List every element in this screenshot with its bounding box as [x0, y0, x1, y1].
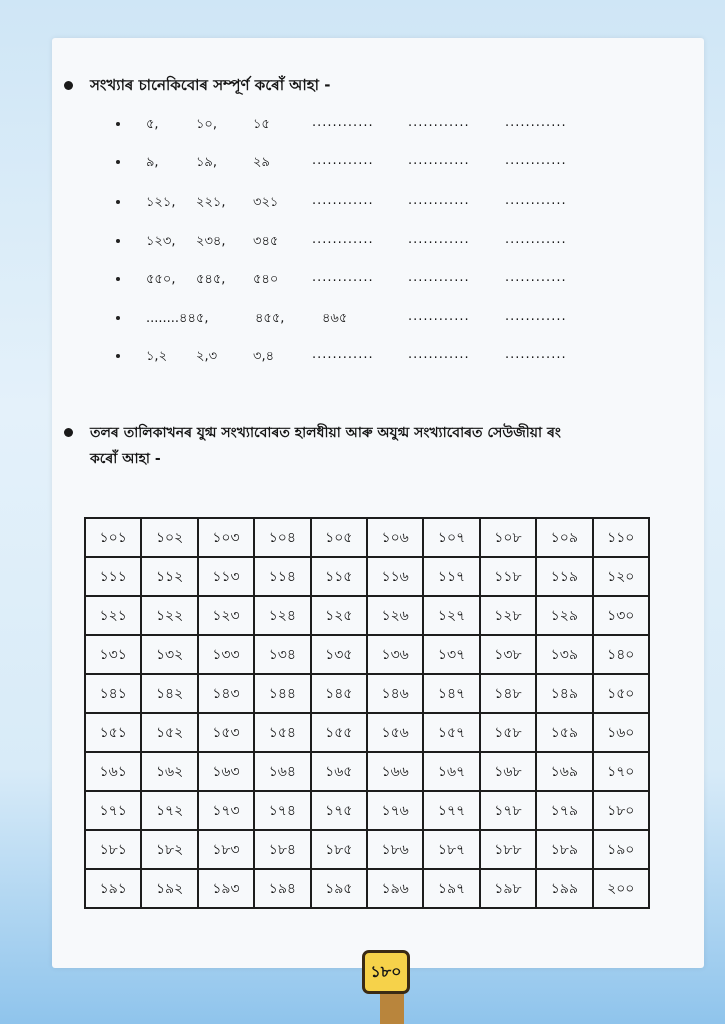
grid-cell[interactable]: ১২৩ — [198, 596, 254, 635]
sequence-term: ৪৬৫ — [322, 311, 348, 326]
sequence-term: ৫৪৫, — [196, 272, 226, 287]
grid-cell[interactable]: ১৮৮ — [480, 830, 536, 869]
sequence-row — [0, 191, 725, 215]
grid-cell[interactable]: ১৬৬ — [367, 752, 423, 791]
grid-cell[interactable]: ২০০ — [593, 869, 649, 908]
answer-blank[interactable]: ............ — [505, 270, 567, 285]
grid-row — [85, 518, 649, 557]
grid-row — [85, 596, 649, 635]
grid-cell[interactable]: ১৪১ — [85, 674, 141, 713]
sequence-term: ১২৩, — [146, 234, 176, 249]
row-bullet — [116, 200, 120, 204]
grid-cell[interactable]: ১৮১ — [85, 830, 141, 869]
sequence-term: ৩,৪ — [253, 349, 275, 364]
grid-cell[interactable]: ১২২ — [141, 596, 197, 635]
grid-cell[interactable]: ১২৪ — [254, 596, 310, 635]
sequence-term: ২৯ — [253, 155, 270, 170]
grid-cell[interactable]: ১০৩ — [198, 518, 254, 557]
answer-blank[interactable]: ............ — [408, 309, 470, 324]
grid-cell[interactable]: ১৯৩ — [198, 869, 254, 908]
grid-cell[interactable]: ১১৩ — [198, 557, 254, 596]
q1-bullet — [64, 81, 73, 90]
answer-blank[interactable]: ............ — [408, 193, 470, 208]
grid-cell[interactable]: ১৯৫ — [311, 869, 367, 908]
grid-cell[interactable]: ১৩৪ — [254, 635, 310, 674]
grid-cell[interactable]: ১৩১ — [85, 635, 141, 674]
grid-cell[interactable]: ১৩৩ — [198, 635, 254, 674]
grid-cell[interactable]: ১৫৩ — [198, 713, 254, 752]
grid-cell[interactable]: ১৭৭ — [423, 791, 479, 830]
answer-blank[interactable]: ............ — [408, 115, 470, 130]
sequence-term: ৩২১ — [253, 195, 279, 210]
sequence-term: ১২১, — [146, 195, 176, 210]
grid-cell[interactable]: ১৪৯ — [536, 674, 592, 713]
grid-cell[interactable]: ১১১ — [85, 557, 141, 596]
grid-row — [85, 830, 649, 869]
grid-cell[interactable]: ১১০ — [593, 518, 649, 557]
grid-cell[interactable]: ১৩৬ — [367, 635, 423, 674]
sequence-row — [0, 345, 725, 369]
grid-row — [85, 557, 649, 596]
row-bullet — [116, 239, 120, 243]
grid-cell[interactable]: ১০৬ — [367, 518, 423, 557]
grid-cell[interactable]: ১০৫ — [311, 518, 367, 557]
grid-cell[interactable]: ১৮২ — [141, 830, 197, 869]
grid-cell[interactable]: ১৭০ — [593, 752, 649, 791]
grid-cell[interactable]: ১২৮ — [480, 596, 536, 635]
grid-cell[interactable]: ১৪৬ — [367, 674, 423, 713]
grid-row — [85, 869, 649, 908]
grid-row — [85, 791, 649, 830]
grid-cell[interactable]: ১৯৮ — [480, 869, 536, 908]
sequence-term: ২২১, — [196, 195, 226, 210]
grid-cell[interactable]: ১০৯ — [536, 518, 592, 557]
answer-blank[interactable]: ............ — [408, 232, 470, 247]
grid-cell[interactable]: ১৫৭ — [423, 713, 479, 752]
grid-cell[interactable]: ১৬৪ — [254, 752, 310, 791]
sequence-term: ৫৫০, — [146, 272, 176, 287]
sequence-term: ১০, — [196, 117, 218, 132]
grid-cell[interactable]: ১০৭ — [423, 518, 479, 557]
answer-blank[interactable]: ............ — [505, 115, 567, 130]
row-bullet — [116, 316, 120, 320]
sequence-term: ৫৪০ — [253, 272, 279, 287]
grid-cell[interactable]: ১৫২ — [141, 713, 197, 752]
grid-cell[interactable]: ১৪৮ — [480, 674, 536, 713]
grid-cell[interactable]: ১৬৮ — [480, 752, 536, 791]
grid-cell[interactable]: ১৮৫ — [311, 830, 367, 869]
grid-cell[interactable]: ১০৮ — [480, 518, 536, 557]
grid-cell[interactable]: ১৬০ — [593, 713, 649, 752]
grid-cell[interactable]: ১৫৮ — [480, 713, 536, 752]
sequence-row — [0, 151, 725, 175]
answer-blank[interactable]: ............ — [505, 232, 567, 247]
grid-cell[interactable]: ১৯১ — [85, 869, 141, 908]
grid-cell[interactable]: ১৫০ — [593, 674, 649, 713]
grid-cell[interactable]: ১৬৭ — [423, 752, 479, 791]
grid-cell[interactable]: ১৮৪ — [254, 830, 310, 869]
sequence-term: ৪৫৫, — [255, 311, 285, 326]
answer-blank[interactable]: ............ — [408, 270, 470, 285]
q2-bullet — [64, 428, 73, 437]
answer-blank[interactable]: ............ — [505, 309, 567, 324]
grid-cell[interactable]: ১৮৩ — [198, 830, 254, 869]
grid-cell[interactable]: ১৯৯ — [536, 869, 592, 908]
grid-cell[interactable]: ১৩০ — [593, 596, 649, 635]
sequence-term: ১৫ — [253, 117, 270, 132]
grid-cell[interactable]: ১৪৩ — [198, 674, 254, 713]
sequence-row — [0, 307, 725, 331]
grid-cell[interactable]: ১৩৮ — [480, 635, 536, 674]
grid-cell[interactable]: ১২১ — [85, 596, 141, 635]
grid-cell[interactable]: ১৪৫ — [311, 674, 367, 713]
page-number: ১৮০ — [362, 950, 410, 994]
grid-cell[interactable]: ১০১ — [85, 518, 141, 557]
answer-blank[interactable]: ............ — [312, 270, 374, 285]
grid-cell[interactable]: ১২৭ — [423, 596, 479, 635]
sequence-row — [0, 230, 725, 254]
grid-cell[interactable]: ১৭৬ — [367, 791, 423, 830]
grid-cell[interactable]: ১০২ — [141, 518, 197, 557]
grid-cell[interactable]: ১৩৯ — [536, 635, 592, 674]
grid-cell[interactable]: ১৭৯ — [536, 791, 592, 830]
sequence-term: ১,২ — [146, 349, 168, 364]
grid-cell[interactable]: ১৯২ — [141, 869, 197, 908]
grid-cell[interactable]: ১৫৪ — [254, 713, 310, 752]
grid-cell[interactable]: ১১৫ — [311, 557, 367, 596]
grid-cell[interactable]: ১৯৬ — [367, 869, 423, 908]
answer-blank[interactable]: ............ — [408, 347, 470, 362]
grid-cell[interactable]: ১২৯ — [536, 596, 592, 635]
grid-cell[interactable]: ১১৭ — [423, 557, 479, 596]
sequence-term: ৩৪৫ — [253, 234, 279, 249]
grid-row — [85, 635, 649, 674]
sequence-term: ১৯, — [196, 155, 218, 170]
grid-cell[interactable]: ১২৬ — [367, 596, 423, 635]
sequence-term: ২৩৪, — [196, 234, 226, 249]
answer-blank[interactable]: ............ — [505, 153, 567, 168]
grid-cell[interactable]: ১৯৭ — [423, 869, 479, 908]
sequence-term: ৫, — [146, 117, 159, 132]
grid-cell[interactable]: ১১৯ — [536, 557, 592, 596]
grid-cell[interactable]: ১৪৪ — [254, 674, 310, 713]
q1-title: সংখ্যাৰ চানেকিবোৰ সম্পূৰ্ণ কৰোঁ আহা - — [90, 76, 331, 94]
answer-blank[interactable]: ............ — [312, 347, 374, 362]
grid-cell[interactable]: ১৭১ — [85, 791, 141, 830]
answer-blank[interactable]: ............ — [505, 193, 567, 208]
grid-cell[interactable]: ১৭৪ — [254, 791, 310, 830]
q2-title-line1: তলৰ তালিকাখনৰ যুগ্ম সংখ্যাবোৰত হালধীয়া আৰু অযুগ্ম সংখ্যাবোৰত সেউজীয়া ৰং — [90, 425, 561, 441]
grid-cell[interactable]: ১৪৭ — [423, 674, 479, 713]
answer-blank[interactable]: ............ — [312, 232, 374, 247]
grid-cell[interactable]: ১৫১ — [85, 713, 141, 752]
grid-cell[interactable]: ১৩৫ — [311, 635, 367, 674]
grid-cell[interactable]: ১৩৭ — [423, 635, 479, 674]
grid-cell[interactable]: ১৬৩ — [198, 752, 254, 791]
grid-cell[interactable]: ১৬৯ — [536, 752, 592, 791]
grid-row — [85, 713, 649, 752]
sequence-row — [0, 113, 725, 137]
grid-cell[interactable]: ১৮৭ — [423, 830, 479, 869]
sequence-term: ৯, — [146, 155, 159, 170]
grid-cell[interactable]: ১১২ — [141, 557, 197, 596]
grid-cell[interactable]: ১২০ — [593, 557, 649, 596]
grid-cell[interactable]: ১৫৬ — [367, 713, 423, 752]
grid-cell[interactable]: ১১৬ — [367, 557, 423, 596]
grid-cell[interactable]: ১৩২ — [141, 635, 197, 674]
grid-cell[interactable]: ১৪২ — [141, 674, 197, 713]
row-bullet — [116, 277, 120, 281]
grid-cell[interactable]: ১০৪ — [254, 518, 310, 557]
grid-cell[interactable]: ১৪০ — [593, 635, 649, 674]
grid-cell[interactable]: ১৭২ — [141, 791, 197, 830]
grid-cell[interactable]: ১৬১ — [85, 752, 141, 791]
grid-cell[interactable]: ১৮৬ — [367, 830, 423, 869]
grid-cell[interactable]: ১১৪ — [254, 557, 310, 596]
grid-cell[interactable]: ১৫৫ — [311, 713, 367, 752]
row-bullet — [116, 122, 120, 126]
number-grid — [84, 517, 650, 909]
grid-cell[interactable]: ১৬৫ — [311, 752, 367, 791]
answer-blank[interactable]: ............ — [312, 193, 374, 208]
sequence-term: ২,৩ — [196, 349, 218, 364]
row-bullet — [116, 160, 120, 164]
grid-cell[interactable]: ১৫৯ — [536, 713, 592, 752]
answer-blank[interactable]: ............ — [312, 115, 374, 130]
grid-row — [85, 752, 649, 791]
grid-cell[interactable]: ১২৫ — [311, 596, 367, 635]
grid-cell[interactable]: ১৯০ — [593, 830, 649, 869]
answer-blank[interactable]: ............ — [408, 153, 470, 168]
grid-cell[interactable]: ১৭৩ — [198, 791, 254, 830]
grid-cell[interactable]: ১১৮ — [480, 557, 536, 596]
grid-cell[interactable]: ১৮০ — [593, 791, 649, 830]
grid-cell[interactable]: ১৯৪ — [254, 869, 310, 908]
grid-cell[interactable]: ১৭৮ — [480, 791, 536, 830]
grid-cell[interactable]: ১৭৫ — [311, 791, 367, 830]
q2-title-line2: কৰোঁ আহা - — [90, 451, 161, 467]
answer-blank[interactable]: ............ — [312, 153, 374, 168]
grid-cell[interactable]: ১৮৯ — [536, 830, 592, 869]
row-bullet — [116, 354, 120, 358]
grid-cell[interactable]: ১৬২ — [141, 752, 197, 791]
answer-blank[interactable]: ............ — [505, 347, 567, 362]
grid-row — [85, 674, 649, 713]
sequence-term: ........৪৪৫, — [146, 311, 209, 326]
sequence-row — [0, 268, 725, 292]
